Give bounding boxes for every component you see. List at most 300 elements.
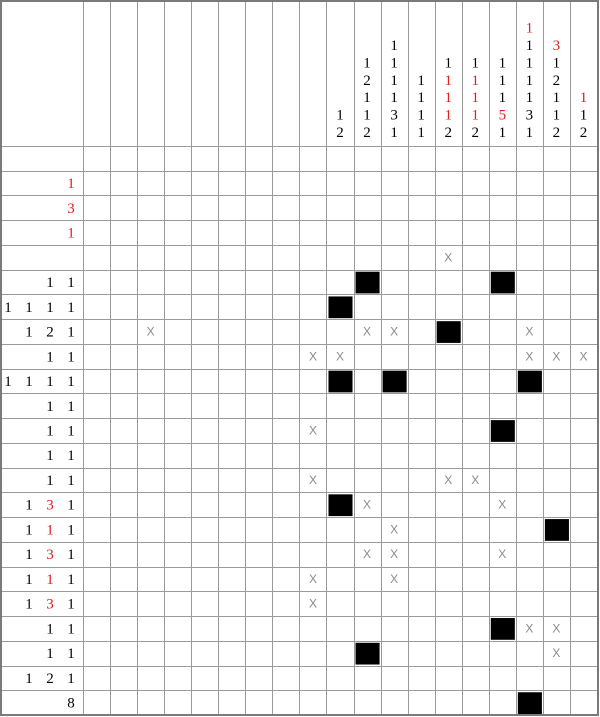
grid-cell[interactable]: [219, 196, 245, 220]
grid-cell[interactable]: [138, 568, 164, 592]
filled-cell[interactable]: [545, 519, 569, 541]
grid-cell[interactable]: [138, 172, 164, 196]
grid-cell[interactable]: [273, 469, 299, 493]
grid-cell[interactable]: [219, 543, 245, 567]
grid-cell[interactable]: [409, 246, 435, 270]
grid-cell[interactable]: [382, 592, 408, 616]
grid-cell[interactable]: [463, 295, 489, 319]
grid-cell[interactable]: [273, 592, 299, 616]
grid-cell[interactable]: [111, 394, 137, 418]
grid-cell[interactable]: [246, 370, 272, 394]
grid-cell[interactable]: [111, 568, 137, 592]
x-mark[interactable]: X: [308, 423, 317, 438]
grid-cell[interactable]: [436, 345, 462, 369]
grid-cell[interactable]: [192, 469, 218, 493]
grid-cell[interactable]: [490, 469, 516, 493]
grid-cell[interactable]: [436, 642, 462, 666]
grid-cell[interactable]: [436, 370, 462, 394]
grid-cell[interactable]: [84, 592, 110, 616]
x-mark[interactable]: X: [552, 349, 561, 364]
grid-cell[interactable]: [165, 172, 191, 196]
grid-cell[interactable]: [517, 493, 543, 517]
grid-cell[interactable]: [138, 469, 164, 493]
grid-cell[interactable]: [327, 543, 353, 567]
grid-cell[interactable]: [436, 147, 462, 171]
grid-cell[interactable]: [111, 196, 137, 220]
grid-cell[interactable]: [84, 295, 110, 319]
grid-cell[interactable]: [192, 196, 218, 220]
grid-cell[interactable]: [111, 295, 137, 319]
grid-cell[interactable]: [490, 642, 516, 666]
grid-cell[interactable]: [327, 667, 353, 691]
grid-cell[interactable]: [84, 617, 110, 641]
grid-cell[interactable]: [84, 370, 110, 394]
x-mark[interactable]: X: [498, 497, 507, 512]
grid-cell[interactable]: [192, 394, 218, 418]
grid-cell[interactable]: [382, 295, 408, 319]
x-mark[interactable]: X: [525, 349, 534, 364]
grid-cell[interactable]: [84, 246, 110, 270]
grid-cell[interactable]: [327, 246, 353, 270]
grid-cell[interactable]: [300, 246, 326, 270]
grid-cell[interactable]: [409, 172, 435, 196]
grid-cell[interactable]: [436, 394, 462, 418]
grid-cell[interactable]: [84, 543, 110, 567]
grid-cell[interactable]: [463, 394, 489, 418]
grid-cell[interactable]: [463, 196, 489, 220]
grid-cell[interactable]: [544, 221, 570, 245]
grid-cell[interactable]: [463, 246, 489, 270]
grid-cell[interactable]: [571, 370, 597, 394]
grid-cell[interactable]: [355, 172, 381, 196]
grid-cell[interactable]: [273, 295, 299, 319]
grid-cell[interactable]: [327, 172, 353, 196]
grid-cell[interactable]: [382, 642, 408, 666]
grid-cell[interactable]: [219, 147, 245, 171]
grid-cell[interactable]: [273, 568, 299, 592]
grid-cell[interactable]: [463, 518, 489, 542]
grid-cell[interactable]: [246, 493, 272, 517]
grid-cell[interactable]: [327, 320, 353, 344]
grid-cell[interactable]: [517, 444, 543, 468]
grid-cell[interactable]: [219, 419, 245, 443]
grid-cell[interactable]: [246, 320, 272, 344]
grid-cell[interactable]: [544, 469, 570, 493]
grid-cell[interactable]: [246, 469, 272, 493]
grid-cell[interactable]: [327, 394, 353, 418]
grid-cell[interactable]: [138, 518, 164, 542]
grid-cell[interactable]: [219, 246, 245, 270]
grid-cell[interactable]: [165, 394, 191, 418]
grid-cell[interactable]: [165, 246, 191, 270]
grid-cell[interactable]: [382, 691, 408, 715]
grid-cell[interactable]: [111, 370, 137, 394]
grid-cell[interactable]: [517, 592, 543, 616]
grid-cell[interactable]: [273, 221, 299, 245]
grid-cell[interactable]: [490, 370, 516, 394]
grid-cell[interactable]: [490, 592, 516, 616]
x-mark[interactable]: X: [552, 646, 561, 661]
grid-cell[interactable]: [517, 518, 543, 542]
grid-cell[interactable]: [571, 691, 597, 715]
x-mark[interactable]: X: [308, 349, 317, 364]
filled-cell[interactable]: [328, 494, 352, 516]
grid-cell[interactable]: [138, 543, 164, 567]
grid-cell[interactable]: [517, 221, 543, 245]
grid-cell[interactable]: [355, 667, 381, 691]
grid-cell[interactable]: [138, 345, 164, 369]
grid-cell[interactable]: [382, 617, 408, 641]
grid-cell[interactable]: [300, 691, 326, 715]
grid-cell[interactable]: [463, 370, 489, 394]
filled-cell[interactable]: [383, 371, 407, 393]
grid-cell[interactable]: [327, 568, 353, 592]
grid-cell[interactable]: [138, 370, 164, 394]
grid-cell[interactable]: [300, 518, 326, 542]
grid-cell[interactable]: [273, 518, 299, 542]
grid-cell[interactable]: [219, 518, 245, 542]
grid-cell[interactable]: [382, 394, 408, 418]
grid-cell[interactable]: [273, 617, 299, 641]
grid-cell[interactable]: [544, 246, 570, 270]
grid-cell[interactable]: [84, 196, 110, 220]
grid-cell[interactable]: [544, 493, 570, 517]
grid-cell[interactable]: [84, 419, 110, 443]
grid-cell[interactable]: [382, 221, 408, 245]
grid-cell[interactable]: [409, 271, 435, 295]
grid-cell[interactable]: [84, 394, 110, 418]
grid-cell[interactable]: [219, 568, 245, 592]
grid-cell[interactable]: [138, 493, 164, 517]
grid-cell[interactable]: [544, 691, 570, 715]
grid-cell[interactable]: [219, 221, 245, 245]
grid-cell[interactable]: [219, 172, 245, 196]
grid-cell[interactable]: [84, 568, 110, 592]
grid-cell[interactable]: [544, 271, 570, 295]
puzzle-cells[interactable]: [84, 147, 597, 715]
grid-cell[interactable]: [517, 667, 543, 691]
grid-cell[interactable]: [192, 642, 218, 666]
grid-cell[interactable]: [192, 493, 218, 517]
grid-cell[interactable]: [219, 295, 245, 319]
grid-cell[interactable]: [246, 196, 272, 220]
grid-cell[interactable]: [165, 345, 191, 369]
grid-cell[interactable]: [327, 419, 353, 443]
grid-cell[interactable]: [300, 196, 326, 220]
grid-cell[interactable]: [571, 147, 597, 171]
grid-cell[interactable]: [490, 320, 516, 344]
grid-cell[interactable]: [84, 667, 110, 691]
grid-cell[interactable]: [544, 320, 570, 344]
grid-cell[interactable]: [246, 394, 272, 418]
filled-cell[interactable]: [491, 420, 515, 442]
grid-cell[interactable]: [544, 394, 570, 418]
grid-cell[interactable]: [300, 667, 326, 691]
grid-cell[interactable]: [517, 568, 543, 592]
grid-cell[interactable]: [463, 320, 489, 344]
grid-cell[interactable]: [327, 271, 353, 295]
grid-cell[interactable]: [517, 394, 543, 418]
grid-cell[interactable]: [355, 345, 381, 369]
grid-cell[interactable]: [571, 469, 597, 493]
grid-cell[interactable]: [327, 147, 353, 171]
grid-cell[interactable]: [273, 246, 299, 270]
x-mark[interactable]: X: [390, 522, 399, 537]
grid-cell[interactable]: [382, 246, 408, 270]
grid-cell[interactable]: [165, 271, 191, 295]
filled-cell[interactable]: [518, 692, 542, 714]
grid-cell[interactable]: [463, 617, 489, 641]
grid-cell[interactable]: [300, 172, 326, 196]
grid-cell[interactable]: [355, 394, 381, 418]
grid-cell[interactable]: [409, 345, 435, 369]
grid-cell[interactable]: [409, 221, 435, 245]
grid-cell[interactable]: [246, 221, 272, 245]
grid-cell[interactable]: [409, 518, 435, 542]
grid-cell[interactable]: [246, 642, 272, 666]
filled-cell[interactable]: [356, 643, 380, 665]
grid-cell[interactable]: [165, 617, 191, 641]
grid-cell[interactable]: [246, 543, 272, 567]
grid-cell[interactable]: [300, 642, 326, 666]
grid-cell[interactable]: [355, 370, 381, 394]
grid-cell[interactable]: [111, 543, 137, 567]
grid-cell[interactable]: [517, 295, 543, 319]
grid-cell[interactable]: [111, 221, 137, 245]
grid-cell[interactable]: [355, 568, 381, 592]
grid-cell[interactable]: [111, 691, 137, 715]
grid-cell[interactable]: [138, 196, 164, 220]
grid-cell[interactable]: [165, 592, 191, 616]
grid-cell[interactable]: [490, 221, 516, 245]
grid-cell[interactable]: [138, 642, 164, 666]
grid-cell[interactable]: [490, 246, 516, 270]
grid-cell[interactable]: [409, 370, 435, 394]
grid-cell[interactable]: [436, 172, 462, 196]
grid-cell[interactable]: [382, 271, 408, 295]
grid-cell[interactable]: [192, 147, 218, 171]
grid-cell[interactable]: [544, 444, 570, 468]
grid-cell[interactable]: [571, 172, 597, 196]
grid-cell[interactable]: [84, 345, 110, 369]
grid-cell[interactable]: [165, 691, 191, 715]
grid-cell[interactable]: [544, 667, 570, 691]
grid-cell[interactable]: [490, 691, 516, 715]
grid-cell[interactable]: [192, 419, 218, 443]
grid-cell[interactable]: [300, 543, 326, 567]
filled-cell[interactable]: [491, 272, 515, 294]
grid-cell[interactable]: [219, 469, 245, 493]
grid-cell[interactable]: [571, 493, 597, 517]
grid-cell[interactable]: [273, 320, 299, 344]
x-mark[interactable]: X: [308, 571, 317, 586]
grid-cell[interactable]: [490, 568, 516, 592]
grid-cell[interactable]: [463, 543, 489, 567]
grid-cell[interactable]: [84, 147, 110, 171]
grid-cell[interactable]: [111, 419, 137, 443]
grid-cell[interactable]: [219, 345, 245, 369]
grid-cell[interactable]: [192, 617, 218, 641]
grid-cell[interactable]: [409, 667, 435, 691]
grid-cell[interactable]: [246, 617, 272, 641]
grid-cell[interactable]: [273, 543, 299, 567]
grid-cell[interactable]: [463, 642, 489, 666]
grid-cell[interactable]: [138, 691, 164, 715]
grid-cell[interactable]: [138, 444, 164, 468]
grid-cell[interactable]: [409, 592, 435, 616]
grid-cell[interactable]: [463, 592, 489, 616]
grid-cell[interactable]: [517, 172, 543, 196]
grid-cell[interactable]: [219, 642, 245, 666]
grid-cell[interactable]: [436, 568, 462, 592]
grid-cell[interactable]: [300, 493, 326, 517]
grid-cell[interactable]: [463, 221, 489, 245]
grid-cell[interactable]: [219, 370, 245, 394]
grid-cell[interactable]: [84, 172, 110, 196]
x-mark[interactable]: X: [444, 472, 453, 487]
grid-cell[interactable]: [463, 568, 489, 592]
grid-cell[interactable]: [327, 642, 353, 666]
grid-cell[interactable]: [219, 493, 245, 517]
grid-cell[interactable]: [490, 196, 516, 220]
grid-cell[interactable]: [165, 493, 191, 517]
grid-cell[interactable]: [436, 518, 462, 542]
grid-cell[interactable]: [273, 172, 299, 196]
grid-cell[interactable]: [192, 345, 218, 369]
grid-cell[interactable]: [165, 196, 191, 220]
x-mark[interactable]: X: [444, 250, 453, 265]
grid-cell[interactable]: [138, 246, 164, 270]
grid-cell[interactable]: [490, 667, 516, 691]
grid-cell[interactable]: [219, 320, 245, 344]
grid-cell[interactable]: [544, 172, 570, 196]
grid-cell[interactable]: [571, 568, 597, 592]
grid-cell[interactable]: [300, 444, 326, 468]
grid-cell[interactable]: [192, 320, 218, 344]
grid-cell[interactable]: [463, 444, 489, 468]
grid-cell[interactable]: [138, 617, 164, 641]
grid-cell[interactable]: [327, 691, 353, 715]
grid-cell[interactable]: [192, 691, 218, 715]
grid-cell[interactable]: [327, 592, 353, 616]
grid-cell[interactable]: [490, 172, 516, 196]
grid-cell[interactable]: [300, 320, 326, 344]
grid-cell[interactable]: [409, 691, 435, 715]
grid-cell[interactable]: [571, 667, 597, 691]
x-mark[interactable]: X: [363, 547, 372, 562]
grid-cell[interactable]: [409, 642, 435, 666]
grid-cell[interactable]: [219, 691, 245, 715]
grid-cell[interactable]: [165, 221, 191, 245]
grid-cell[interactable]: [409, 444, 435, 468]
grid-cell[interactable]: [111, 617, 137, 641]
grid-cell[interactable]: [246, 419, 272, 443]
x-mark[interactable]: X: [390, 571, 399, 586]
grid-cell[interactable]: [382, 667, 408, 691]
grid-cell[interactable]: [355, 295, 381, 319]
grid-cell[interactable]: [273, 345, 299, 369]
grid-cell[interactable]: [273, 271, 299, 295]
grid-cell[interactable]: [517, 469, 543, 493]
grid-cell[interactable]: [355, 221, 381, 245]
grid-cell[interactable]: [138, 394, 164, 418]
grid-cell[interactable]: [246, 568, 272, 592]
grid-cell[interactable]: [409, 617, 435, 641]
grid-cell[interactable]: [84, 221, 110, 245]
grid-cell[interactable]: [327, 518, 353, 542]
grid-cell[interactable]: [544, 543, 570, 567]
grid-cell[interactable]: [436, 493, 462, 517]
grid-cell[interactable]: [517, 419, 543, 443]
grid-cell[interactable]: [436, 196, 462, 220]
filled-cell[interactable]: [328, 371, 352, 393]
grid-cell[interactable]: [138, 221, 164, 245]
grid-cell[interactable]: [219, 617, 245, 641]
x-mark[interactable]: X: [579, 349, 588, 364]
x-mark[interactable]: X: [552, 621, 561, 636]
grid-cell[interactable]: [246, 345, 272, 369]
grid-cell[interactable]: [409, 147, 435, 171]
grid-cell[interactable]: [355, 246, 381, 270]
grid-cell[interactable]: [436, 221, 462, 245]
grid-cell[interactable]: [192, 370, 218, 394]
grid-cell[interactable]: [436, 419, 462, 443]
grid-cell[interactable]: [490, 147, 516, 171]
grid-cell[interactable]: [165, 320, 191, 344]
grid-cell[interactable]: [219, 394, 245, 418]
grid-cell[interactable]: [246, 444, 272, 468]
grid-cell[interactable]: [355, 691, 381, 715]
grid-cell[interactable]: [246, 147, 272, 171]
grid-cell[interactable]: [382, 493, 408, 517]
x-mark[interactable]: X: [308, 596, 317, 611]
filled-cell[interactable]: [328, 296, 352, 318]
grid-cell[interactable]: [355, 518, 381, 542]
grid-cell[interactable]: [382, 196, 408, 220]
grid-cell[interactable]: [327, 221, 353, 245]
grid-cell[interactable]: [327, 469, 353, 493]
grid-cell[interactable]: [409, 568, 435, 592]
grid-cell[interactable]: [571, 642, 597, 666]
grid-cell[interactable]: [355, 419, 381, 443]
grid-cell[interactable]: [84, 271, 110, 295]
grid-cell[interactable]: [246, 592, 272, 616]
grid-cell[interactable]: [327, 617, 353, 641]
grid-cell[interactable]: [165, 370, 191, 394]
filled-cell[interactable]: [356, 272, 380, 294]
grid-cell[interactable]: [355, 617, 381, 641]
grid-cell[interactable]: [571, 320, 597, 344]
grid-cell[interactable]: [165, 543, 191, 567]
grid-cell[interactable]: [246, 295, 272, 319]
grid-cell[interactable]: [544, 370, 570, 394]
grid-cell[interactable]: [436, 444, 462, 468]
x-mark[interactable]: X: [363, 497, 372, 512]
grid-cell[interactable]: [111, 345, 137, 369]
grid-cell[interactable]: [192, 246, 218, 270]
grid-cell[interactable]: [165, 568, 191, 592]
grid-cell[interactable]: [165, 444, 191, 468]
grid-cell[interactable]: [355, 444, 381, 468]
grid-cell[interactable]: [409, 394, 435, 418]
grid-cell[interactable]: [544, 196, 570, 220]
grid-cell[interactable]: [111, 518, 137, 542]
grid-cell[interactable]: [84, 493, 110, 517]
grid-cell[interactable]: [300, 271, 326, 295]
grid-cell[interactable]: [490, 518, 516, 542]
grid-cell[interactable]: [355, 592, 381, 616]
grid-cell[interactable]: [571, 295, 597, 319]
